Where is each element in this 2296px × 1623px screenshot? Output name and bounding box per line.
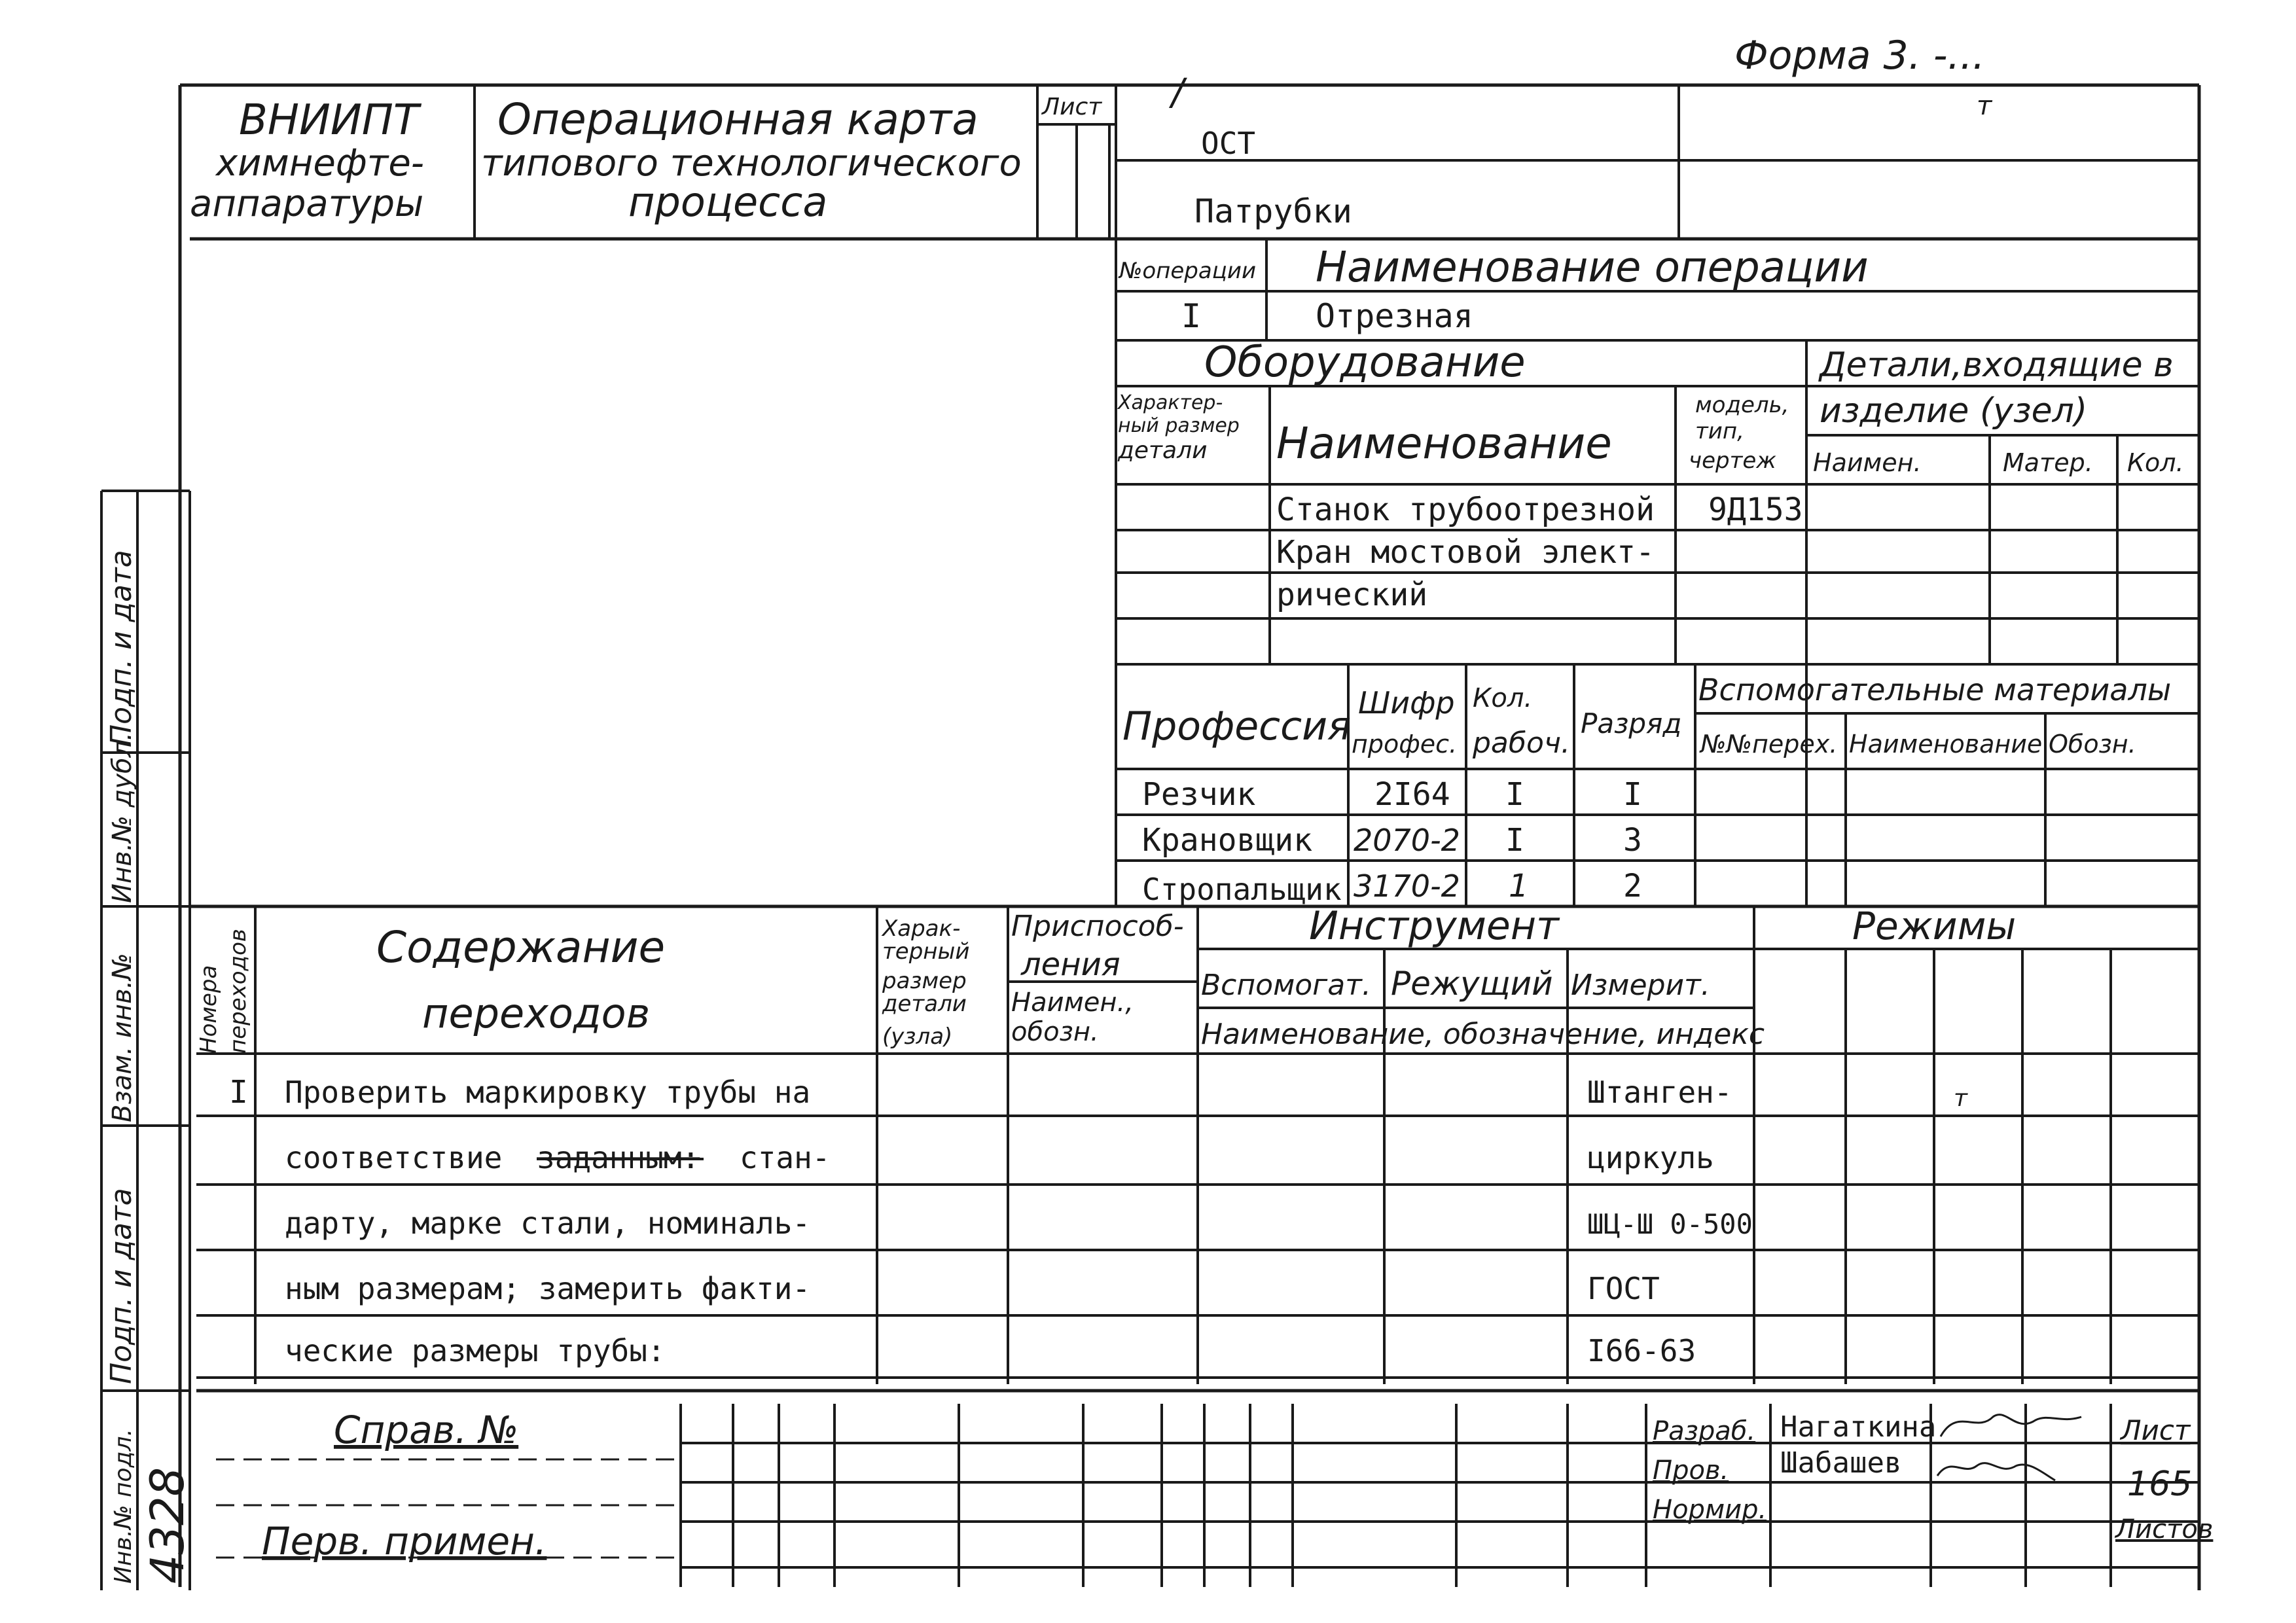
- sheet-number: 165: [2127, 1465, 2193, 1504]
- standard-code: ОСТ: [1201, 126, 1256, 161]
- workers-code-header-1: Шифр: [1358, 685, 1455, 721]
- first-use-label: Перв. примен.: [262, 1519, 547, 1563]
- worker-row-1-code: 2I64: [1374, 776, 1450, 813]
- worker-row-3-code: 3170-2: [1354, 868, 1460, 904]
- norm-label: Нормир.: [1653, 1495, 1767, 1525]
- operation-number: I: [1181, 297, 1202, 335]
- parts-label-1: Детали,входящие в: [1820, 346, 2174, 385]
- worker-row-2-profession: Крановщик: [1142, 822, 1313, 859]
- worker-row-3-count: 1: [1509, 868, 1529, 904]
- equipment-model-2: тип,: [1695, 418, 1744, 444]
- checker-name: Шабашев: [1780, 1446, 1902, 1480]
- transition-number-header-2: переходов: [225, 929, 251, 1054]
- char-size-header-3: размер: [882, 968, 967, 994]
- measuring-tool-2: циркуль: [1587, 1140, 1714, 1175]
- standard-slash: /: [1172, 71, 1184, 114]
- measuring-tool-3: ШЦ-Ш 0-500: [1587, 1208, 1753, 1240]
- checker-signature: [1937, 1463, 2055, 1480]
- tools-header: Инструмент: [1309, 903, 1560, 949]
- tools-sub-header: Наименование, обозначение, индекс: [1201, 1018, 1765, 1051]
- tool-measuring-header: Измерит.: [1571, 969, 1710, 1002]
- margin-label-sign-date-2: Подп. и дата: [105, 1188, 138, 1384]
- char-size-header-1: Харак-: [882, 916, 961, 942]
- transition-line-2: соответствие: [285, 1140, 503, 1175]
- equipment-row-1-name: Станок трубоотрезной: [1276, 491, 1655, 528]
- tool-cutting-header: Режущий: [1391, 965, 1553, 1003]
- doc-title-1: Операционная карта: [497, 94, 978, 145]
- inventory-number: 4328: [141, 1467, 194, 1584]
- workers-rows: [1142, 776, 1642, 907]
- org-line-1: ВНИИПТ: [239, 96, 419, 145]
- struck-word: заданным:: [537, 1140, 700, 1175]
- developed-label: Разраб.: [1653, 1416, 1756, 1446]
- fixtures-sub-2: обозн.: [1011, 1017, 1099, 1047]
- transition-line-4: ным размерам; замерить факти-: [285, 1271, 811, 1306]
- small-tick-mark: т: [1954, 1085, 1967, 1112]
- workers-count-header-2: рабоч.: [1473, 726, 1570, 760]
- operation-name-label: Наименование операции: [1316, 243, 1869, 292]
- worker-row-2-count: I: [1505, 822, 1524, 859]
- transition-line-2-tail: стан-: [740, 1140, 831, 1175]
- part-name: Патрубки: [1194, 192, 1352, 230]
- equipment-char-size-3: детали: [1118, 437, 1208, 464]
- fixtures-header-2: ления: [1021, 946, 1121, 983]
- modes-header: Режимы: [1852, 904, 2017, 948]
- equipment-name-header: Наименование: [1276, 418, 1612, 469]
- tool-aux-header: Вспомогат.: [1201, 969, 1371, 1002]
- char-size-header-5: (узла): [882, 1024, 953, 1050]
- parts-col-material: Матер.: [2003, 448, 2093, 477]
- margin-tick-mark: т: [1977, 91, 1992, 121]
- transition-line-5: ческие размеры трубы:: [285, 1333, 666, 1368]
- char-size-header-4: детали: [882, 991, 967, 1017]
- header-sheet-label: Лист: [1042, 94, 1102, 120]
- worker-row-1-profession: Резчик: [1142, 776, 1256, 813]
- operation-number-label: №операции: [1119, 258, 1257, 284]
- measuring-tool-1: Штанген-: [1587, 1075, 1732, 1110]
- org-line-3: аппаратуры: [190, 183, 424, 225]
- equipment-row-3-name: рический: [1276, 577, 1428, 613]
- equipment-row-2-name: Кран мостовой элект-: [1276, 534, 1655, 571]
- margin-label-orig-inv: Инв.№ подл.: [110, 1429, 137, 1584]
- reference-label: Справ. №: [334, 1408, 519, 1452]
- transition-line-3: дарту, марке стали, номиналь-: [285, 1205, 811, 1241]
- aux-col-num: №№перех.: [1700, 730, 1838, 758]
- worker-row-1-grade: I: [1623, 776, 1642, 813]
- equipment-row-1-model: 9Д153: [1708, 491, 1803, 528]
- transition-line-1: Проверить маркировку трубы на: [285, 1075, 811, 1110]
- developer-name: Нагаткина: [1780, 1410, 1937, 1444]
- workers-grade-header: Разряд: [1581, 707, 1682, 740]
- content-header-2: переходов: [422, 990, 651, 1037]
- footer-sheet-label: Лист: [2121, 1414, 2191, 1446]
- workers-profession-header: Профессия: [1122, 704, 1352, 749]
- fixtures-header-1: Приспособ-: [1011, 910, 1184, 943]
- checked-label: Пров.: [1653, 1455, 1729, 1486]
- parts-label-2: изделие (узел): [1820, 391, 2088, 431]
- margin-label-replace-inv: Взам. инв.№: [107, 953, 137, 1122]
- equipment-char-size-2: ный размер: [1118, 414, 1240, 437]
- footer-grid: [681, 1404, 2199, 1587]
- measuring-tool-4: ГОСТ: [1587, 1271, 1660, 1306]
- equipment-char-size-1: Характер-: [1118, 391, 1223, 414]
- doc-title-3: процесса: [628, 178, 828, 226]
- doc-title-2: типового технологического: [481, 142, 1022, 185]
- workers-code-header-2: профес.: [1352, 730, 1458, 758]
- worker-row-3-profession: Стропальщик: [1142, 872, 1342, 907]
- equipment-label: Оборудование: [1204, 338, 1526, 387]
- worker-row-3-grade: 2: [1623, 868, 1642, 904]
- char-size-header-2: терный: [882, 938, 970, 965]
- aux-col-designation: Обозн.: [2049, 730, 2136, 758]
- content-header-1: Содержание: [376, 922, 666, 972]
- sheets-count-label: Листов: [2115, 1514, 2214, 1544]
- margin-label-dup-inv: Инв.№ дубл.: [107, 732, 137, 903]
- form-code: Форма 3. -...: [1734, 33, 1985, 79]
- workers-count-header-1: Кол.: [1473, 683, 1533, 713]
- equipment-model-1: модель,: [1695, 392, 1789, 418]
- operation-name: Отрезная: [1316, 297, 1473, 335]
- aux-col-name: Наименование: [1849, 730, 2043, 758]
- worker-row-2-grade: 3: [1623, 822, 1642, 859]
- worker-row-1-count: I: [1505, 776, 1524, 813]
- measuring-tool-5: I66-63: [1587, 1333, 1696, 1368]
- transition-number-header-1: Номера: [196, 965, 222, 1054]
- developer-signature: [1941, 1415, 2081, 1436]
- transition-step-number: I: [229, 1074, 248, 1111]
- parts-col-qty: Кол.: [2127, 448, 2184, 477]
- worker-row-2-code: 2070-2: [1354, 823, 1460, 858]
- aux-materials-label: Вспомогательные материалы: [1698, 672, 2172, 707]
- fixtures-sub-1: Наимен.,: [1011, 988, 1134, 1018]
- org-line-2: химнефте-: [216, 142, 425, 185]
- margin-label-sign-date-1: Подп. и дата: [105, 550, 138, 746]
- equipment-model-3: чертеж: [1689, 448, 1776, 474]
- parts-col-name: Наимен.: [1813, 448, 1922, 477]
